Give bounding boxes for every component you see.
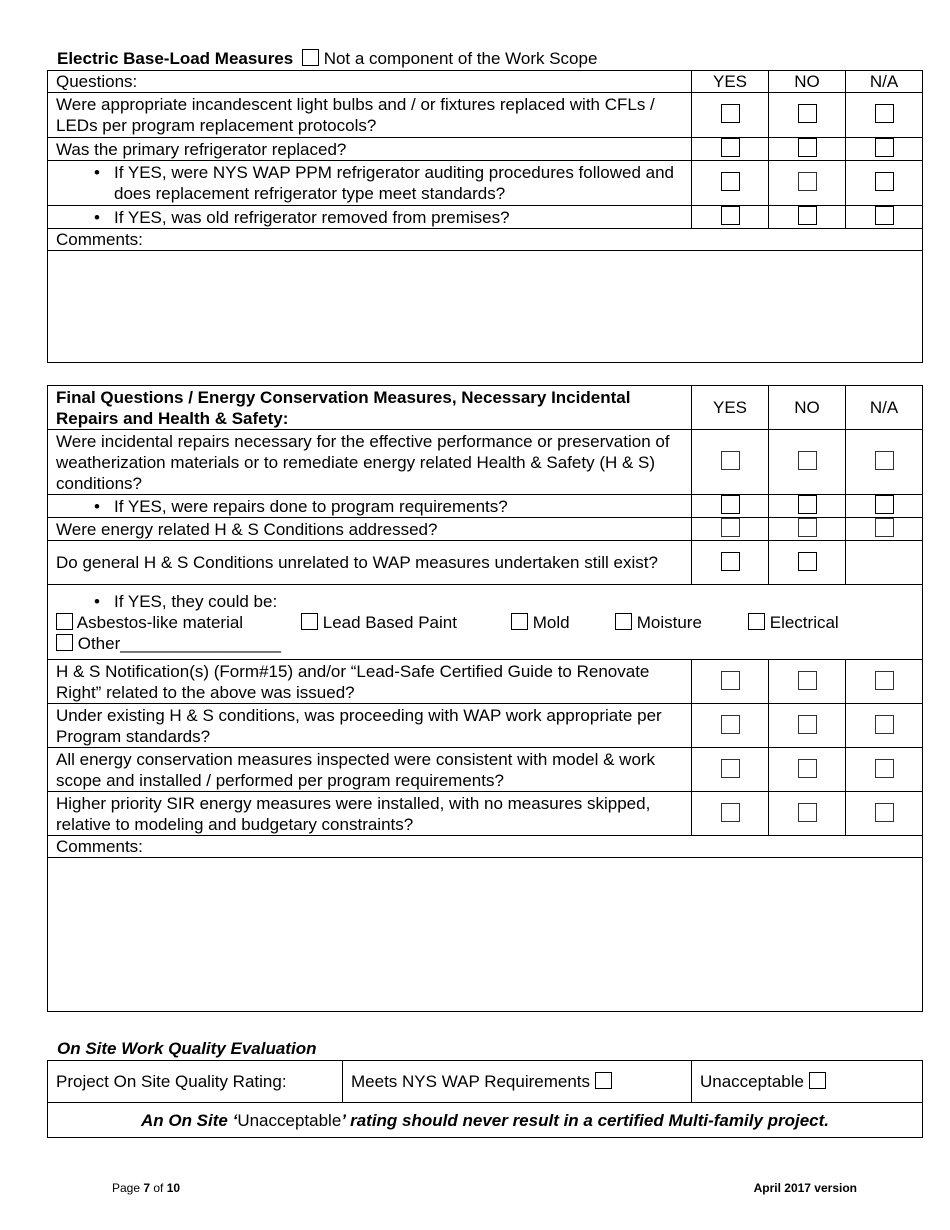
hazard-option-electrical[interactable]: Electrical [748,612,839,633]
hazard-option-mold[interactable]: Mold [511,612,615,633]
no-checkbox[interactable] [798,552,817,571]
yes-checkbox[interactable] [721,451,740,470]
table-row [48,161,923,206]
rating-row [48,1061,923,1103]
section2-title: Final Questions / Energy Conservation Measures, Necessary Incidental Repairs and Health & Safety: [48,386,692,430]
yes-checkbox[interactable] [721,671,740,690]
hazard-option-lead-paint[interactable]: Lead Based Paint [301,612,511,633]
electric-baseload-table [47,70,923,363]
table-header-row [48,71,923,93]
final-questions-table [47,385,923,1012]
no-header: NO [769,386,846,430]
hazard-option-other[interactable]: Other_________________ [56,633,914,654]
na-checkbox[interactable] [875,206,894,225]
no-checkbox[interactable] [798,206,817,225]
table-header-row [48,386,923,430]
yes-checkbox[interactable] [721,104,740,123]
table-row [48,430,923,495]
note-row [48,1103,923,1138]
question-text: Higher priority SIR energy measures were installed, with no measures skipped, relative to modeling and budgetary constraints? [48,792,692,836]
no-checkbox[interactable] [798,671,817,690]
yes-checkbox[interactable] [721,495,740,514]
comments-row [48,251,923,363]
unacceptable-option[interactable] [692,1061,923,1103]
hazard-options [56,612,914,633]
table-row [48,541,923,585]
no-header: NO [769,71,846,93]
yes-checkbox[interactable] [721,803,740,822]
table-row [48,704,923,748]
yes-checkbox[interactable] [721,518,740,537]
table-row [48,660,923,704]
question-text: Were energy related H & S Conditions addressed? [48,518,692,541]
comments-textarea[interactable] [48,858,923,1012]
comments-textarea[interactable] [48,251,923,363]
table-row [48,138,923,161]
rating-label: Project On Site Quality Rating: [48,1061,343,1103]
no-checkbox[interactable] [798,803,817,822]
comments-label-row [48,229,923,251]
meets-label: Meets NYS WAP Requirements [351,1072,591,1091]
yes-header: YES [692,386,769,430]
comments-label: Comments: [48,836,923,858]
na-header: N/A [846,71,923,93]
na-checkbox[interactable] [875,104,894,123]
question-text: Were appropriate incandescent light bulbs and / or fixtures replaced with CFLs / LEDs per program replacement protocols? [48,93,692,138]
question-text: • If YES, was old refrigerator removed from premises? [48,207,691,228]
section1-title: Electric Base-Load Measures [57,49,294,68]
yes-checkbox[interactable] [721,206,740,225]
table-row [48,518,923,541]
na-checkbox[interactable] [875,172,894,191]
evaluation-table [47,1060,923,1138]
evaluation-title: On Site Work Quality Evaluation [57,1039,317,1058]
comments-row [48,858,923,1012]
questions-header: Questions: [48,71,692,93]
meets-option[interactable] [343,1061,692,1103]
no-checkbox[interactable] [798,495,817,514]
table-row [48,93,923,138]
yes-checkbox[interactable] [721,172,740,191]
table-row [48,792,923,836]
table-row [48,495,923,518]
question-text: H & S Notification(s) (Form#15) and/or “Lead-Safe Certified Guide to Renovate Right” related to the above was issued? [48,660,692,704]
na-checkbox[interactable] [875,518,894,537]
unacceptable-label: Unacceptable [700,1072,804,1091]
question-text: Was the primary refrigerator replaced? [48,138,692,161]
version-label: April 2017 version [753,1181,857,1195]
yes-header: YES [692,71,769,93]
na-empty-cell [846,541,923,585]
na-checkbox[interactable] [875,803,894,822]
not-component-label: Not a component of the Work Scope [323,49,598,68]
no-checkbox[interactable] [798,138,817,157]
yes-checkbox[interactable] [721,138,740,157]
hazard-option-moisture[interactable]: Moisture [615,612,748,633]
na-header: N/A [846,386,923,430]
no-checkbox[interactable] [798,104,817,123]
na-checkbox[interactable] [875,138,894,157]
na-checkbox[interactable] [875,495,894,514]
question-text: • If YES, were repairs done to program requirements? [48,496,691,517]
question-text: • If YES, were NYS WAP PPM refrigerator auditing procedures followed and does replacement refrigerator type meet standards? [48,162,691,204]
not-component-checkbox[interactable] [302,49,319,66]
page-number: Page 7 of 10 [112,1181,181,1195]
question-text: Under existing H & S conditions, was proceeding with WAP work appropriate per Program standards? [48,704,692,748]
yes-checkbox[interactable] [721,552,740,571]
question-text: Do general H & S Conditions unrelated to WAP measures undertaken still exist? [48,541,692,585]
no-checkbox[interactable] [798,172,817,191]
na-checkbox[interactable] [875,671,894,690]
unacceptable-checkbox[interactable] [809,1072,826,1089]
no-checkbox[interactable] [798,518,817,537]
comments-label: Comments: [48,229,923,251]
yes-checkbox[interactable] [721,759,740,778]
hazard-option-asbestos[interactable]: Asbestos-like material [56,612,301,633]
table-row [48,206,923,229]
comments-label-row [48,836,923,858]
no-checkbox[interactable] [798,759,817,778]
evaluation-note: An On Site ‘Unacceptable’ rating should never result in a certified Multi-family project. [48,1103,923,1138]
table-row [48,748,923,792]
na-checkbox[interactable] [875,451,894,470]
no-checkbox[interactable] [798,451,817,470]
question-text: Were incidental repairs necessary for the effective performance or preservation of weatherization materials or to remediate energy related Health & Safety (H & S) conditions? [48,430,692,495]
question-text: All energy conservation measures inspected were consistent with model & work scope and installed / performed per program requirements? [48,748,692,792]
hazards-row [48,585,923,660]
no-checkbox[interactable] [798,715,817,734]
na-checkbox[interactable] [875,759,894,778]
section1-heading [57,48,597,70]
yes-checkbox[interactable] [721,715,740,734]
could-be-label: • If YES, they could be: [48,591,914,612]
meets-checkbox[interactable] [595,1072,612,1089]
na-checkbox[interactable] [875,715,894,734]
